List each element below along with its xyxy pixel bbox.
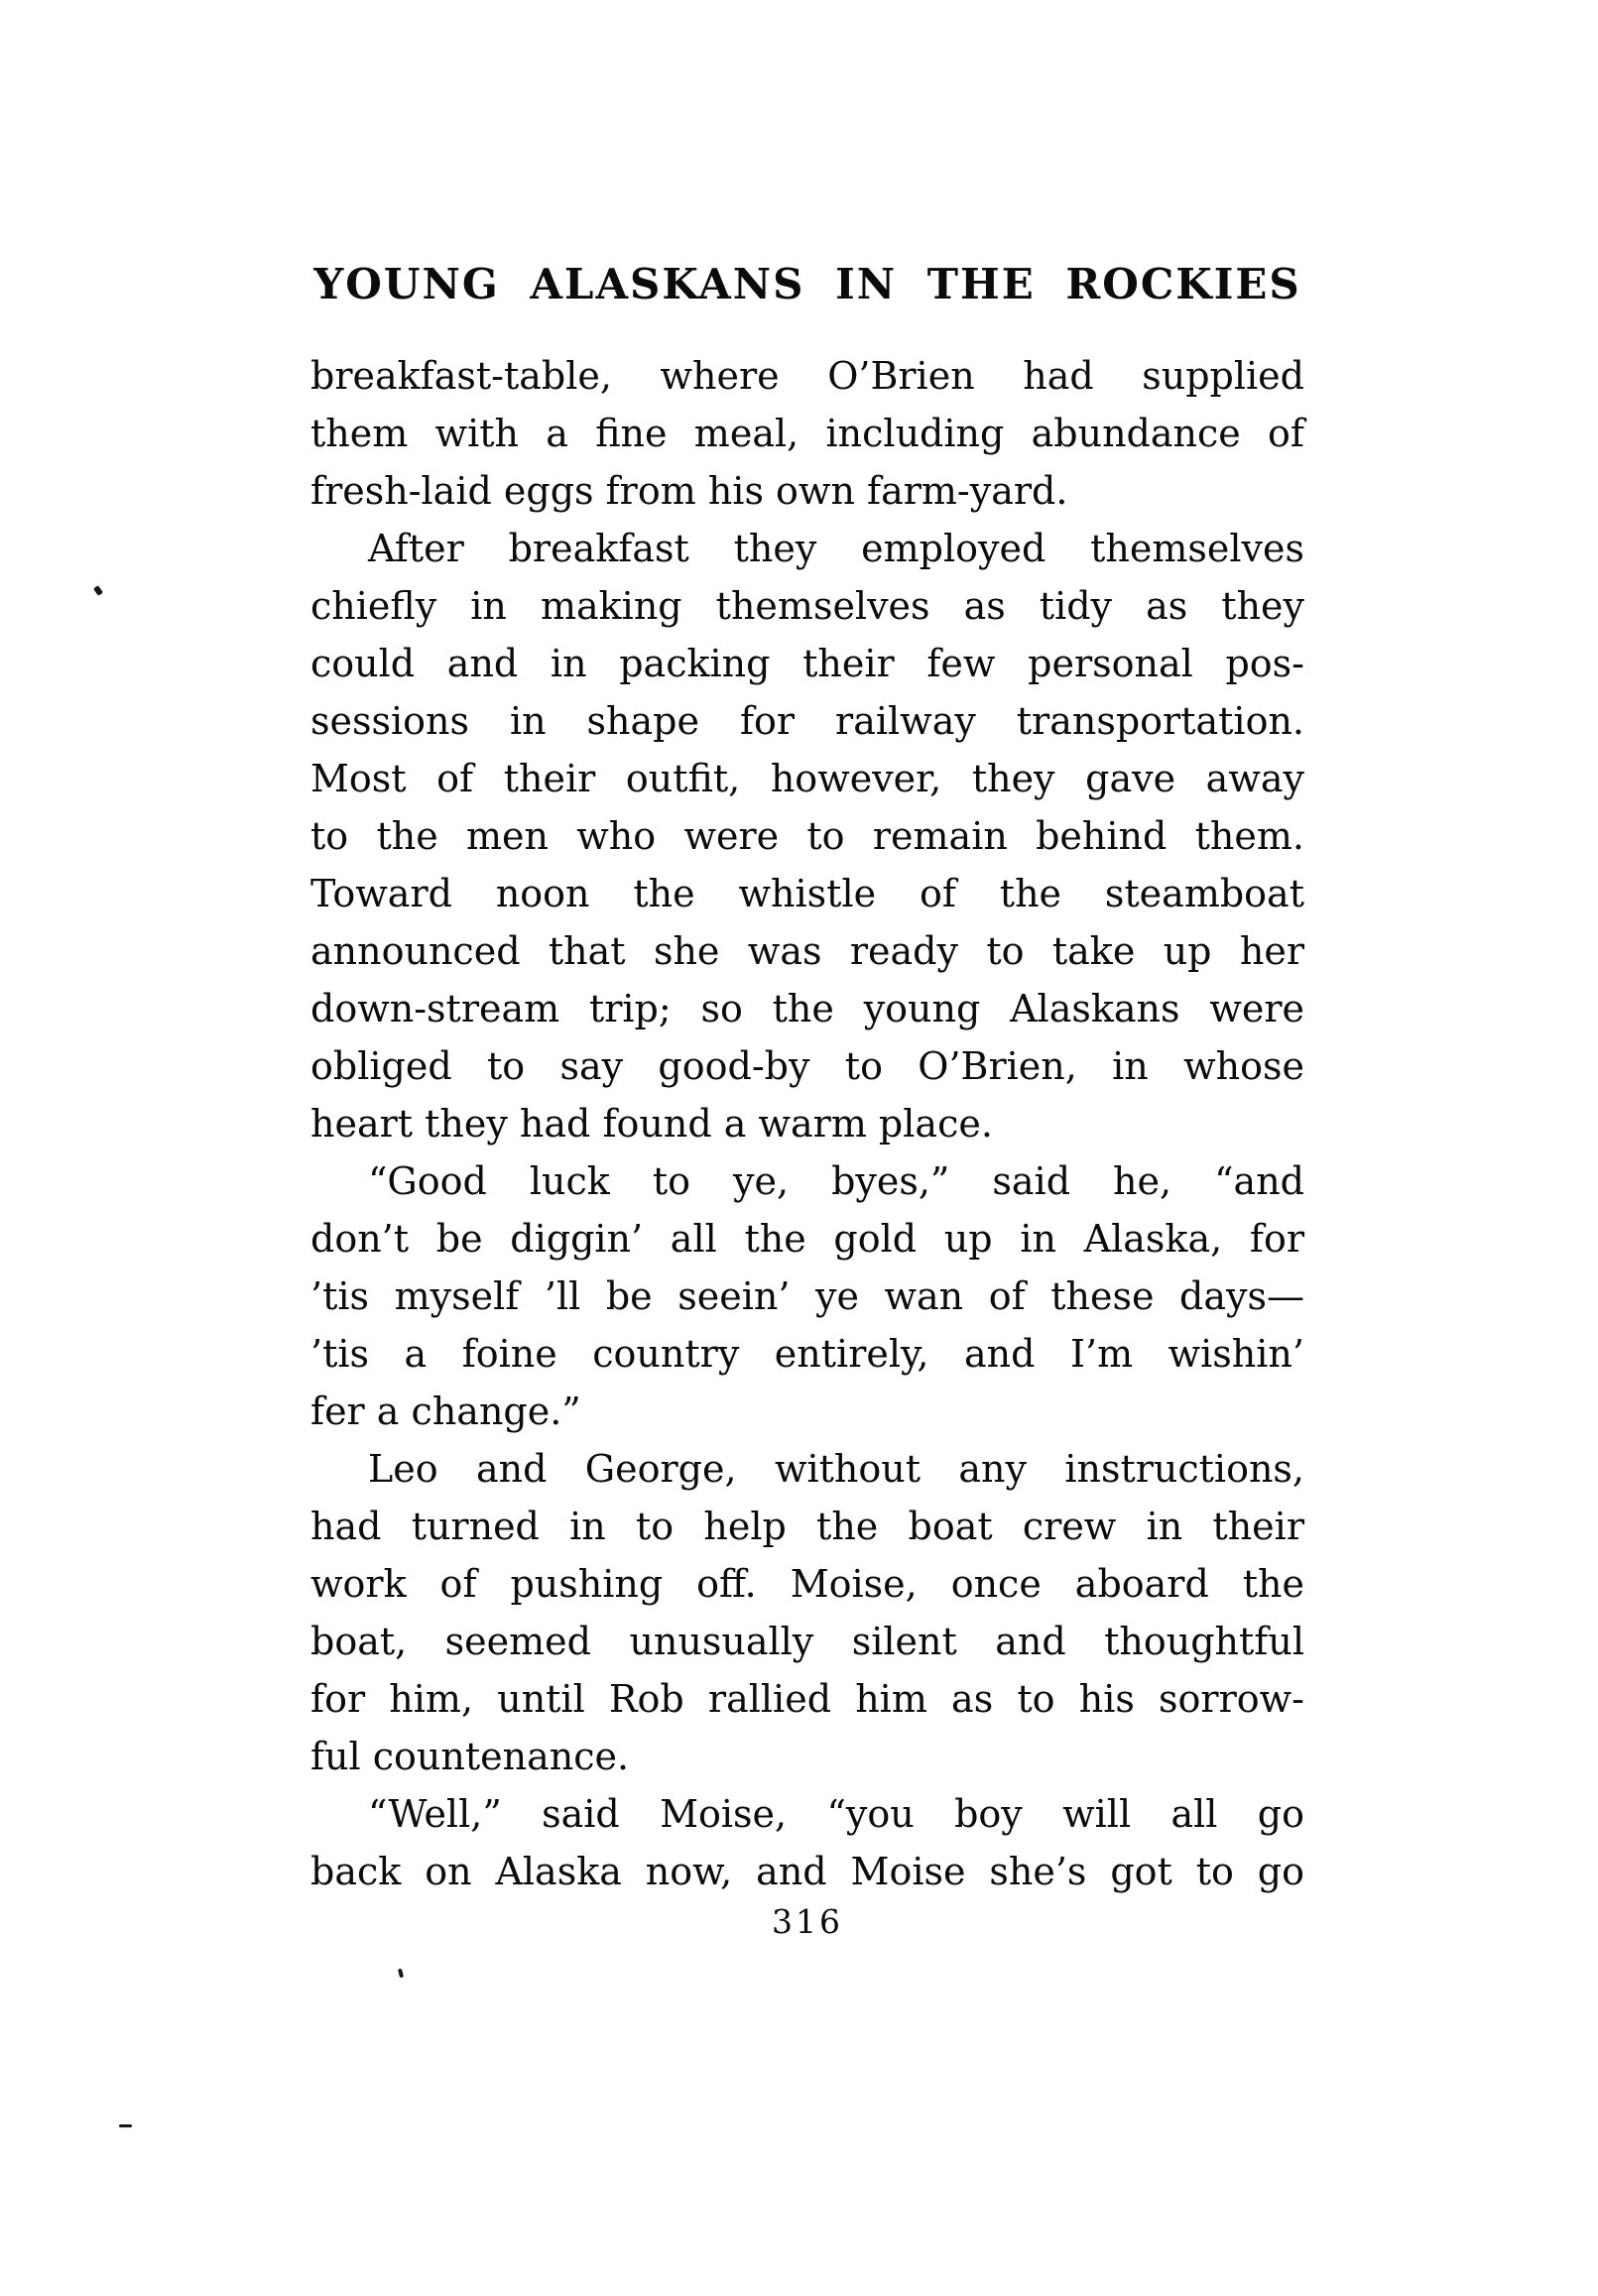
text-line: work of pushing off. Moise, once aboard the [310, 1562, 1304, 1606]
text-line: ful countenance. [310, 1735, 630, 1778]
text-line: obliged to say good-by to O’Brien, in whose [310, 1044, 1304, 1088]
text-line: After breakfast they employed themselves [368, 527, 1304, 570]
text-line: Toward noon the whistle of the steamboat [310, 872, 1304, 915]
text-line: don’t be diggin’ all the gold up in Alaska, for [310, 1217, 1304, 1261]
page-title: YOUNG ALASKANS IN THE ROCKIES [313, 260, 1301, 308]
scan-speck [93, 585, 103, 596]
text-line: boat, seemed unusually silent and thoughtful [310, 1620, 1304, 1663]
scan-speck [119, 2124, 132, 2127]
text-line: fer a change.” [310, 1390, 581, 1433]
page-number: 316 [772, 1902, 843, 1941]
text-line: for him, until Rob rallied him as to his sorrow- [310, 1677, 1304, 1721]
text-line: could and in packing their few personal pos- [310, 642, 1304, 685]
text-line: “Well,” said Moise, “you boy will all go [368, 1792, 1304, 1836]
text-line: “Good luck to ye, byes,” said he, “and [368, 1159, 1304, 1203]
text-line: to the men who were to remain behind them. [310, 814, 1304, 858]
text-line: had turned in to help the boat crew in their [310, 1505, 1304, 1548]
text-line: sessions in shape for railway transportation. [310, 699, 1304, 743]
text-line: fresh-laid eggs from his own farm-yard. [310, 469, 1068, 513]
text-line: them with a fine meal, including abundance of [310, 412, 1304, 455]
text-line: announced that she was ready to take up her [310, 929, 1304, 973]
body-text [310, 347, 1304, 1900]
text-line: down-stream trip; so the young Alaskans were [310, 987, 1304, 1030]
text-line: Leo and George, without any instructions, [368, 1447, 1304, 1491]
text-line: ’tis myself ’ll be seein’ ye wan of these days— [310, 1274, 1304, 1318]
text-line: Most of their outfit, however, they gave away [310, 757, 1304, 800]
text-line: chiefly in making themselves as tidy as they [310, 584, 1304, 628]
text-line: breakfast-table, where O’Brien had supplied [310, 354, 1304, 398]
text-line: back on Alaska now, and Moise she’s got to go [310, 1850, 1304, 1893]
text-line: heart they had found a warm place. [310, 1102, 993, 1146]
text-line: ’tis a foine country entirely, and I’m wishin’ [310, 1332, 1304, 1376]
scan-speck [398, 1969, 404, 1979]
